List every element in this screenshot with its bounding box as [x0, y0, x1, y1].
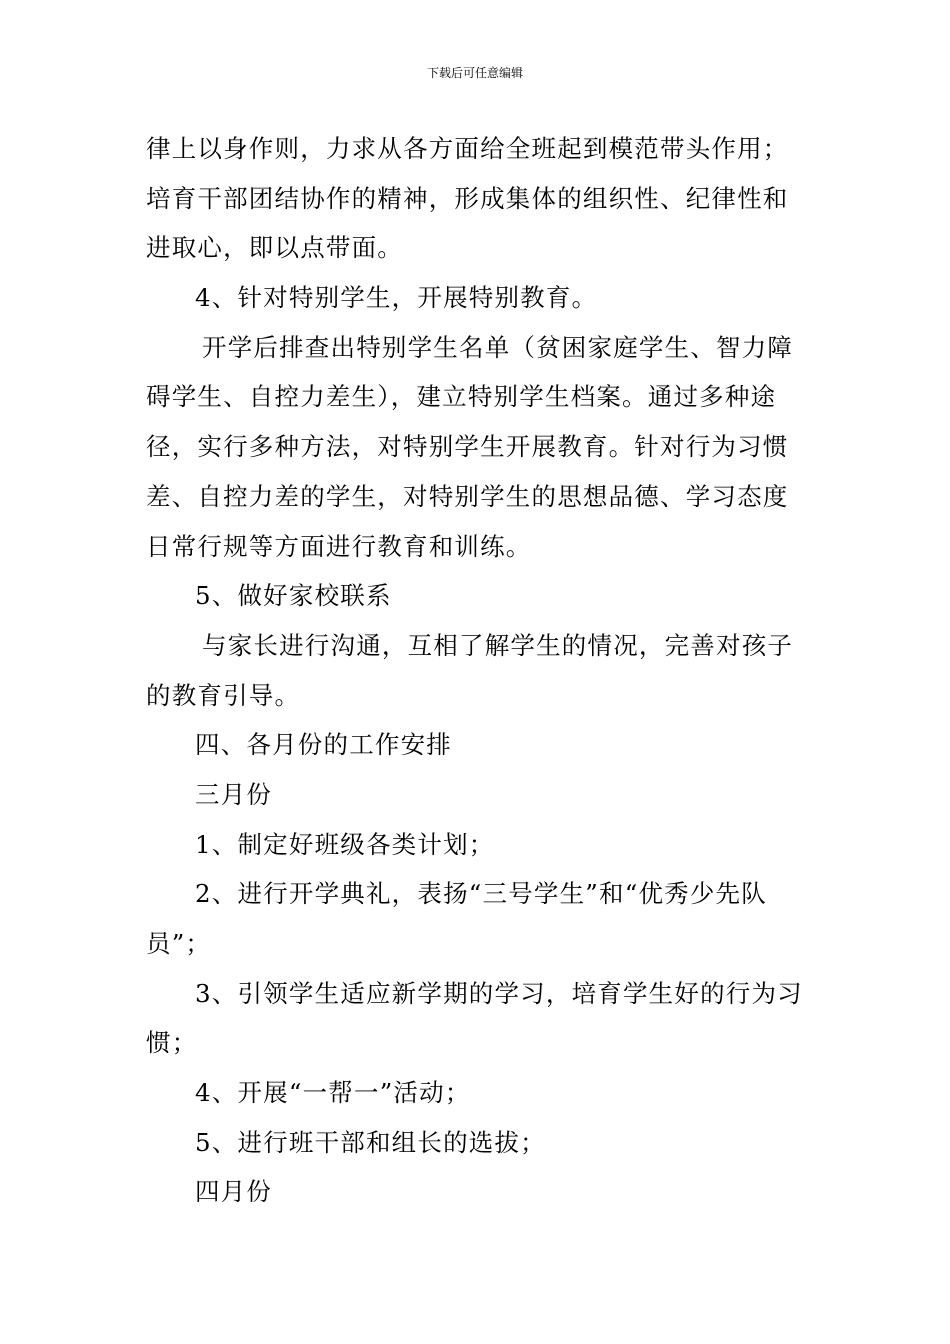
- text-line: 进取心，即以点带面。: [146, 233, 403, 263]
- document-body: [146, 124, 810, 1217]
- list-item: 1、制定好班级各类计划；: [195, 829, 495, 859]
- page-header-note: 下载后可任意编辑: [426, 66, 523, 80]
- section-heading: 四、各月份的工作安排: [195, 730, 452, 760]
- section-heading: 4、针对特别学生，开展特别教育。: [195, 283, 598, 313]
- text-line: 培育干部团结协作的精神，形成集体的组织性、纪律性和: [146, 183, 789, 213]
- text-line: 径，实行多种方法，对特别学生开展教育。针对行为习惯: [146, 432, 789, 462]
- text-line: 惯；: [146, 1028, 198, 1058]
- text-line: 律上以身作则，力求从各方面给全班起到模范带头作用；: [146, 134, 789, 163]
- text-line: 员”；: [146, 929, 212, 958]
- list-item: 2、进行开学典礼，表扬“三号学生”和“优秀少先队: [195, 879, 767, 909]
- list-item: 4、开展“一帮一”活动；: [195, 1078, 471, 1108]
- text-line: 碍学生、自控力差生），建立特别学生档案。通过多种途: [146, 382, 777, 412]
- month-heading: 三月份: [195, 779, 273, 809]
- list-item: 5、进行班干部和组长的选拔；: [195, 1127, 546, 1157]
- paragraph-start: 开学后排查出特别学生名单（贫困家庭学生、智力障: [202, 332, 794, 362]
- paragraph-start: 与家长进行沟通，互相了解学生的情况，完善对孩子: [202, 630, 794, 660]
- text-line: 的教育引导。: [146, 680, 301, 710]
- month-heading: 四月份: [195, 1177, 273, 1207]
- text-line: 差、自控力差的学生，对特别学生的思想品德、学习态度: [146, 481, 789, 511]
- section-heading: 5、做好家校联系: [195, 581, 392, 611]
- text-line: 日常行规等方面进行教育和训练。: [146, 531, 532, 561]
- list-item: 3、引领学生适应新学期的学习，培育学生好的行为习: [195, 978, 803, 1008]
